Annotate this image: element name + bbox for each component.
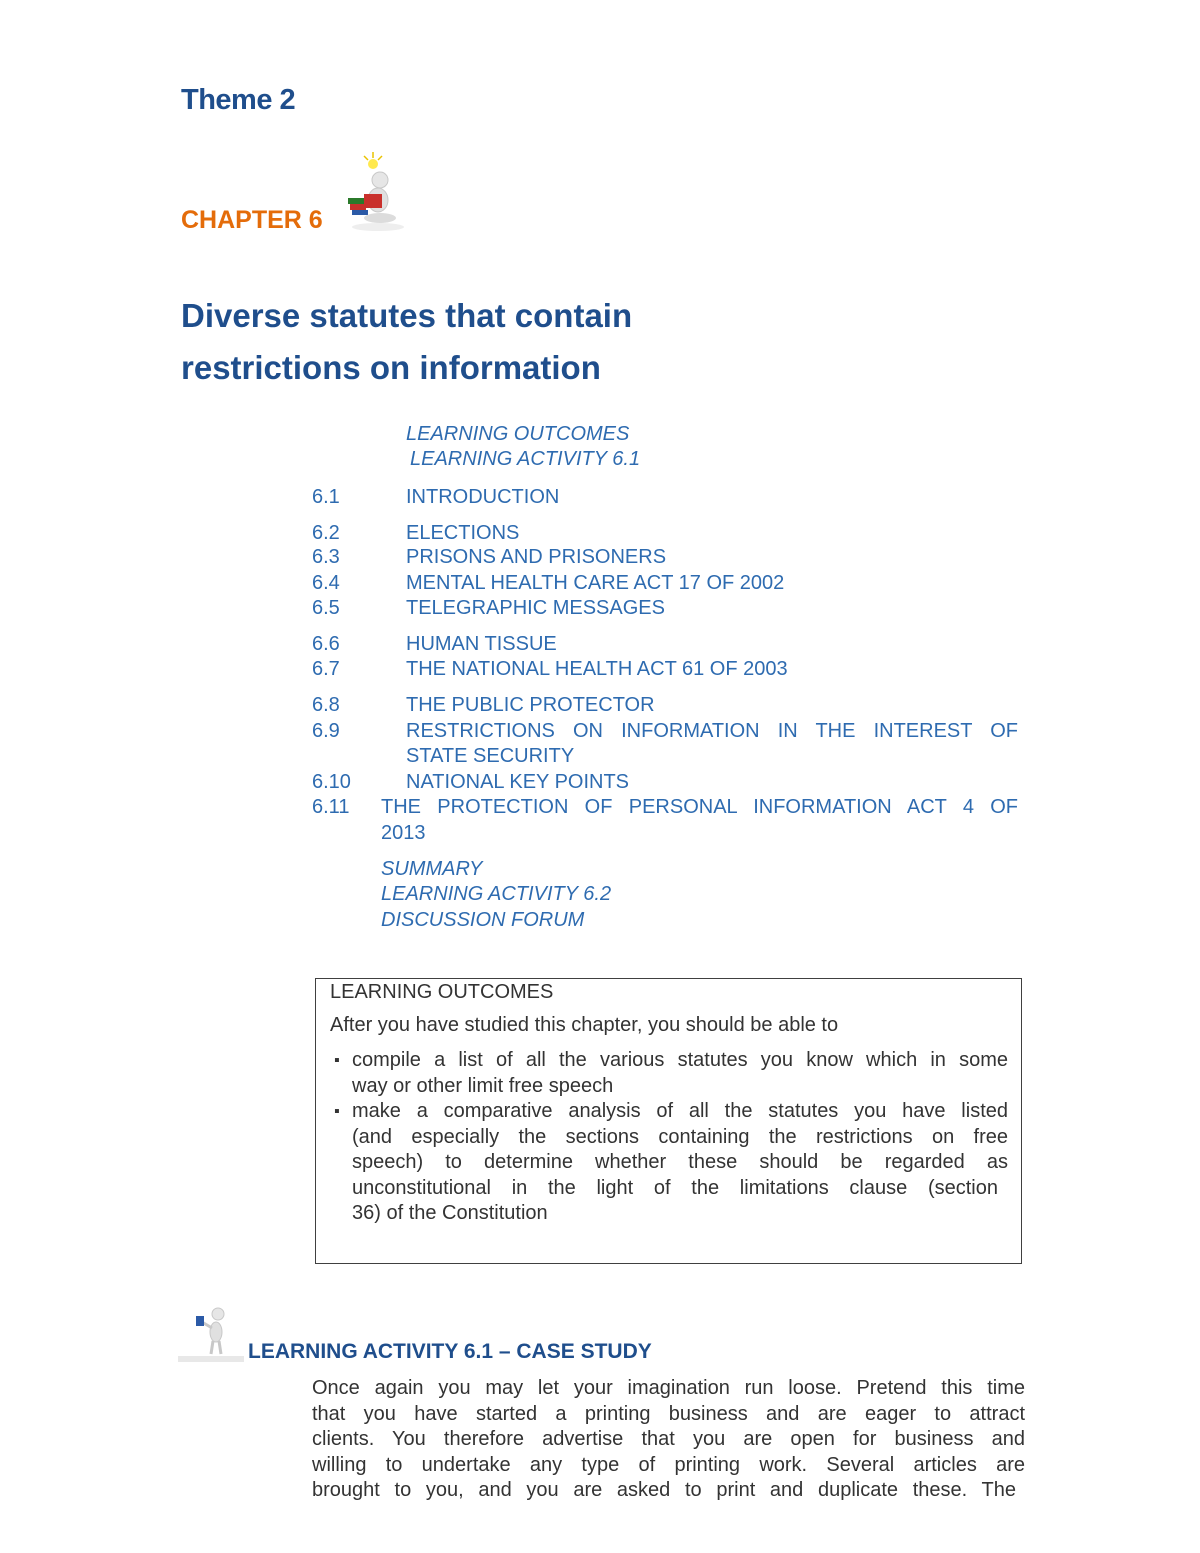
toc-item-number: 6.8 [312, 694, 340, 716]
activity-figure-icon [178, 1304, 244, 1362]
toc-item-number: 6.3 [312, 546, 340, 568]
toc-item-label-continued[interactable]: 2013 [381, 822, 426, 844]
activity-body-line: brought to you, and you are asked to print and duplicate these. The [312, 1479, 1016, 1501]
learning-outcomes-heading: LEARNING OUTCOMES [330, 981, 554, 1003]
toc-item-number: 6.1 [312, 486, 340, 508]
toc-item-label[interactable]: THE PROTECTION OF PERSONAL INFORMATION ACT 4 OF [381, 796, 1018, 818]
toc-item-label-continued[interactable]: STATE SECURITY [406, 745, 575, 767]
learning-activity-heading: LEARNING ACTIVITY 6.1 – CASE STUDY [248, 1340, 652, 1363]
toc-item-label[interactable]: TELEGRAPHIC MESSAGES [406, 597, 665, 619]
outcome-bullet-text: compile a list of all the various statutes you know which in some [352, 1049, 1008, 1071]
toc-item-label[interactable]: PRISONS AND PRISONERS [406, 546, 667, 568]
toc-item-number: 6.2 [312, 522, 340, 544]
outcome-bullet-text: make a comparative analysis of all the statutes you have listed [352, 1100, 1008, 1122]
outcome-bullet-text: way or other limit free speech [352, 1075, 614, 1097]
learning-outcomes-intro: After you have studied this chapter, you should be able to [330, 1014, 839, 1036]
title-line-2: restrictions on information [181, 349, 601, 386]
activity-body-line: Once again you may let your imagination run loose. Pretend this time [312, 1377, 1025, 1399]
toc-learning-activity-6-1[interactable]: LEARNING ACTIVITY 6.1 [410, 448, 641, 470]
toc-learning-activity-6-2[interactable]: LEARNING ACTIVITY 6.2 [381, 883, 612, 905]
toc-item-label[interactable]: NATIONAL KEY POINTS [406, 771, 630, 793]
bullet-icon: ▪ [334, 1103, 340, 1120]
outcome-bullet-text: (and especially the sections containing the restrictions on free [352, 1126, 1008, 1148]
bullet-icon: ▪ [334, 1052, 340, 1069]
outcome-bullet-text: 36) of the Constitution [352, 1202, 548, 1224]
toc-item-label[interactable]: THE NATIONAL HEALTH ACT 61 OF 2003 [406, 658, 788, 680]
toc-item-label[interactable]: RESTRICTIONS ON INFORMATION IN THE INTEREST OF [406, 720, 1018, 742]
toc-item-number: 6.4 [312, 572, 340, 594]
toc-item-number: 6.11 [312, 796, 350, 818]
activity-body-line: willing to undertake any type of printing work. Several articles are [312, 1454, 1025, 1476]
toc-item-label[interactable]: INTRODUCTION [406, 486, 560, 508]
toc-item-number: 6.6 [312, 633, 340, 655]
activity-body-line: clients. You therefore advertise that you are open for business and [312, 1428, 1025, 1450]
chapter-title [181, 290, 632, 394]
toc-discussion-forum[interactable]: DISCUSSION FORUM [381, 909, 585, 931]
toc-summary[interactable]: SUMMARY [381, 858, 483, 880]
toc-item-number: 6.5 [312, 597, 340, 619]
toc-item-label[interactable]: MENTAL HEALTH CARE ACT 17 OF 2002 [406, 572, 785, 594]
chapter-heading: CHAPTER 6 [181, 206, 323, 234]
toc-item-number: 6.10 [312, 771, 351, 793]
toc-item-number: 6.9 [312, 720, 340, 742]
toc-item-number: 6.7 [312, 658, 340, 680]
reading-figure-icon [338, 150, 408, 232]
outcome-bullet-text: speech) to determine whether these should be regarded as [352, 1151, 1008, 1173]
theme-heading: Theme 2 [181, 84, 296, 116]
toc-item-label[interactable]: HUMAN TISSUE [406, 633, 557, 655]
title-line-1: Diverse statutes that contain [181, 297, 633, 334]
toc-item-label[interactable]: ELECTIONS [406, 522, 520, 544]
activity-body-line: that you have started a printing business and are eager to attract [312, 1403, 1025, 1425]
toc-learning-outcomes[interactable]: LEARNING OUTCOMES [406, 423, 630, 445]
outcome-bullet-text: unconstitutional in the light of the limitations clause (section [352, 1177, 998, 1199]
toc-item-label[interactable]: THE PUBLIC PROTECTOR [406, 694, 655, 716]
